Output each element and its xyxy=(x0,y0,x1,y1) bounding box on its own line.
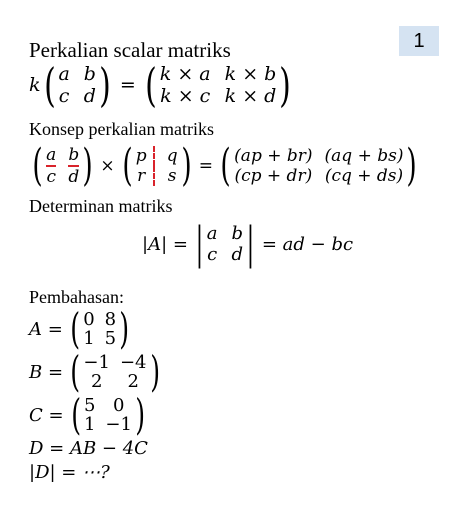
matrix-label: C = xyxy=(29,404,64,426)
cell: 5 xyxy=(104,328,117,349)
right-paren: ) xyxy=(181,140,192,191)
cell: a xyxy=(58,63,70,85)
cell: 2 xyxy=(127,371,139,392)
heading-scalar-multiplication: Perkalian scalar matriks xyxy=(29,38,231,62)
cell: s xyxy=(167,166,177,186)
cell: k × b xyxy=(224,63,277,85)
equals-sign: = xyxy=(119,74,136,96)
right-paren: ) xyxy=(119,304,130,353)
determinant-formula xyxy=(142,218,354,269)
right-paren: ) xyxy=(279,58,292,112)
matrix-label: A = xyxy=(29,318,63,340)
cell: −1 xyxy=(83,352,110,373)
matrix-a xyxy=(83,310,116,348)
cell: k × a xyxy=(159,63,211,85)
cell: a xyxy=(206,223,218,244)
matrix-b xyxy=(83,353,146,391)
cell: d xyxy=(83,85,96,107)
cell: a xyxy=(46,145,57,165)
right-paren: ) xyxy=(82,140,93,191)
cell: −1 xyxy=(105,414,132,435)
lhs-matrix xyxy=(58,63,96,107)
heading-discussion: Pembahasan: xyxy=(29,287,124,307)
left-bar: | xyxy=(195,218,204,269)
left-paren: ( xyxy=(32,140,43,191)
right-paren: ) xyxy=(99,58,111,112)
matrix-c xyxy=(84,396,132,434)
heading-determinant: Determinan matriks xyxy=(29,196,173,216)
cell: c xyxy=(58,85,70,107)
right-paren: ) xyxy=(135,390,146,439)
scalar-k: k xyxy=(29,74,41,96)
right-paren: ) xyxy=(149,347,160,396)
matrix-1 xyxy=(46,145,79,187)
cell: r xyxy=(136,166,155,186)
cell: (ap + br) xyxy=(234,146,313,166)
cell: 1 xyxy=(83,414,96,435)
matrix-multiplication-formula xyxy=(29,140,421,191)
cell: b xyxy=(83,63,96,85)
cell: −4 xyxy=(119,352,147,373)
determinant-lhs: |A| = xyxy=(142,233,188,255)
right-paren: ) xyxy=(406,140,418,191)
left-paren: ( xyxy=(70,390,81,439)
left-paren: ( xyxy=(70,347,81,396)
cell: d xyxy=(68,167,80,187)
cell: (cp + dr) xyxy=(234,166,313,186)
right-bar: | xyxy=(246,218,255,269)
heading-matrix-multiplication: Konsep perkalian matriks xyxy=(29,119,214,139)
times-sign: × xyxy=(100,156,115,176)
left-paren: ( xyxy=(220,140,231,191)
cell: 5 xyxy=(83,395,96,416)
matrix-b-definition xyxy=(29,347,163,396)
cell: k × c xyxy=(160,85,211,107)
scalar-multiplication-formula xyxy=(29,58,294,112)
rhs-matrix xyxy=(160,63,277,107)
matrix-a-definition xyxy=(29,304,133,353)
left-paren: ( xyxy=(43,58,56,112)
cell: p xyxy=(136,146,155,166)
cell: 0 xyxy=(112,395,125,416)
cell: (aq + bs) xyxy=(324,146,404,166)
matrix-label: B = xyxy=(29,361,64,383)
cell: (cq + ds) xyxy=(324,166,404,186)
matrix-c-definition xyxy=(29,390,148,439)
d-equation: D = AB − 4C xyxy=(29,438,148,459)
cell: 1 xyxy=(83,328,95,349)
cell: b xyxy=(231,223,244,244)
matrix-2 xyxy=(136,146,178,186)
cell: q xyxy=(166,146,178,166)
cell: c xyxy=(207,244,218,265)
left-paren: ( xyxy=(70,304,80,353)
cell: c xyxy=(46,167,56,187)
page-number-badge: 1 xyxy=(399,26,439,56)
cell: 8 xyxy=(104,309,117,330)
left-paren: ( xyxy=(122,140,133,191)
determinant-matrix xyxy=(207,223,243,265)
left-paren: ( xyxy=(144,58,157,112)
cell: b xyxy=(68,145,80,165)
cell: 2 xyxy=(90,371,103,392)
determinant-question: |D| = ⋯? xyxy=(29,462,110,483)
determinant-rhs: = ad − bc xyxy=(261,233,354,255)
cell: 0 xyxy=(83,309,95,330)
cell: k × d xyxy=(224,85,277,107)
result-matrix xyxy=(234,146,403,186)
equals-sign: = xyxy=(198,156,213,176)
cell: d xyxy=(231,244,244,265)
